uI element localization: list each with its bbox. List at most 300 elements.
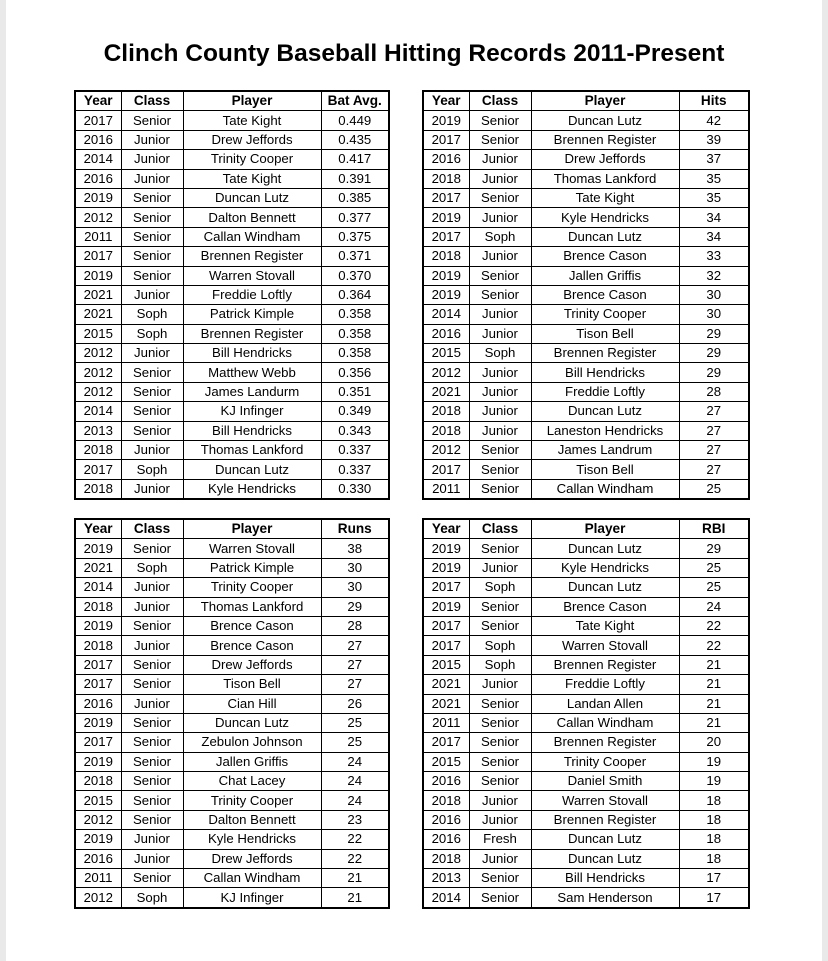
cell-player: Jallen Griffis: [183, 752, 321, 771]
cell-stat: 25: [679, 558, 749, 577]
cell-player: Tison Bell: [531, 324, 679, 343]
cell-player: Warren Stovall: [183, 266, 321, 285]
cell-stat: 0.435: [321, 130, 389, 149]
table-row: [75, 772, 389, 791]
cell-stat: 25: [321, 713, 389, 732]
batting-average-table: [74, 90, 390, 500]
cell-class: Senior: [469, 188, 531, 207]
table-row: [423, 363, 749, 382]
cell-stat: 20: [679, 733, 749, 752]
cell-player: Duncan Lutz: [531, 578, 679, 597]
cell-stat: 24: [321, 752, 389, 771]
cell-class: Junior: [121, 169, 183, 188]
cell-player: Duncan Lutz: [531, 849, 679, 868]
cell-stat: 17: [679, 888, 749, 908]
cell-player: Kyle Hendricks: [183, 479, 321, 499]
cell-class: Junior: [469, 305, 531, 324]
cell-year: 2021: [423, 382, 469, 401]
column-header-year: Year: [75, 91, 121, 111]
cell-stat: 34: [679, 208, 749, 227]
table-row: [423, 111, 749, 130]
cell-class: Junior: [469, 169, 531, 188]
cell-class: Junior: [469, 402, 531, 421]
cell-class: Junior: [121, 578, 183, 597]
cell-year: 2019: [75, 830, 121, 849]
cell-player: Kyle Hendricks: [531, 558, 679, 577]
cell-player: Brennen Register: [531, 655, 679, 674]
cell-class: Senior: [121, 616, 183, 635]
cell-class: Senior: [121, 208, 183, 227]
cell-year: 2019: [75, 539, 121, 558]
table-row: [423, 752, 749, 771]
cell-year: 2017: [423, 616, 469, 635]
cell-player: Duncan Lutz: [531, 402, 679, 421]
table-row: [75, 558, 389, 577]
cell-class: Junior: [469, 849, 531, 868]
cell-stat: 29: [679, 344, 749, 363]
cell-stat: 21: [679, 713, 749, 732]
cell-class: Soph: [469, 344, 531, 363]
table-row: [423, 888, 749, 908]
header-row: [423, 91, 749, 111]
cell-stat: 27: [321, 655, 389, 674]
cell-player: James Landurm: [183, 382, 321, 401]
cell-year: 2017: [423, 130, 469, 149]
table-row: [75, 188, 389, 207]
cell-year: 2017: [75, 733, 121, 752]
cell-player: KJ Infinger: [183, 888, 321, 908]
cell-class: Junior: [469, 363, 531, 382]
cell-year: 2017: [423, 188, 469, 207]
table-row: [75, 208, 389, 227]
table-row: [423, 402, 749, 421]
cell-stat: 0.337: [321, 460, 389, 479]
table-row: [423, 285, 749, 304]
table-row: [75, 324, 389, 343]
rbi-table: [422, 518, 750, 909]
cell-stat: 24: [321, 772, 389, 791]
table-row: [423, 305, 749, 324]
cell-player: Duncan Lutz: [531, 830, 679, 849]
column-header-player: Player: [531, 519, 679, 539]
cell-year: 2019: [75, 188, 121, 207]
cell-stat: 18: [679, 791, 749, 810]
cell-class: Senior: [121, 810, 183, 829]
cell-player: Dalton Bennett: [183, 208, 321, 227]
table-row: [75, 810, 389, 829]
cell-class: Junior: [121, 636, 183, 655]
table-row: [423, 772, 749, 791]
cell-stat: 21: [679, 675, 749, 694]
cell-class: Senior: [469, 130, 531, 149]
cell-player: Callan Windham: [183, 227, 321, 246]
cell-player: Cian Hill: [183, 694, 321, 713]
cell-class: Senior: [121, 402, 183, 421]
cell-class: Soph: [121, 305, 183, 324]
table-row: [75, 285, 389, 304]
cell-stat: 42: [679, 111, 749, 130]
table-row: [423, 130, 749, 149]
cell-player: Duncan Lutz: [531, 111, 679, 130]
cell-player: Callan Windham: [183, 869, 321, 888]
cell-stat: 30: [321, 558, 389, 577]
cell-class: Senior: [469, 479, 531, 499]
table-row: [75, 869, 389, 888]
cell-stat: 0.371: [321, 247, 389, 266]
cell-stat: 27: [679, 460, 749, 479]
table-row: [75, 227, 389, 246]
cell-year: 2016: [75, 130, 121, 149]
cell-stat: 18: [679, 830, 749, 849]
cell-class: Junior: [121, 830, 183, 849]
cell-class: Senior: [121, 791, 183, 810]
cell-stat: 0.351: [321, 382, 389, 401]
cell-year: 2016: [423, 150, 469, 169]
cell-year: 2016: [75, 849, 121, 868]
table-row: [423, 791, 749, 810]
cell-stat: 17: [679, 869, 749, 888]
cell-class: Senior: [469, 694, 531, 713]
cell-class: Junior: [469, 208, 531, 227]
cell-year: 2014: [75, 402, 121, 421]
column-header-class: Class: [469, 519, 531, 539]
table-row: [75, 655, 389, 674]
cell-class: Senior: [121, 772, 183, 791]
cell-class: Senior: [121, 869, 183, 888]
header-row: [423, 519, 749, 539]
cell-player: Bill Hendricks: [183, 421, 321, 440]
cell-class: Junior: [469, 150, 531, 169]
hits-table: [422, 90, 750, 500]
cell-year: 2015: [423, 752, 469, 771]
runs-table: [74, 518, 390, 909]
cell-year: 2019: [423, 597, 469, 616]
table-row: [423, 421, 749, 440]
cell-player: Drew Jeffords: [531, 150, 679, 169]
cell-player: Jallen Griffis: [531, 266, 679, 285]
cell-year: 2019: [423, 539, 469, 558]
cell-stat: 21: [679, 655, 749, 674]
cell-class: Junior: [469, 675, 531, 694]
cell-class: Junior: [121, 150, 183, 169]
cell-stat: 0.358: [321, 305, 389, 324]
cell-year: 2019: [75, 266, 121, 285]
cell-stat: 39: [679, 130, 749, 149]
cell-stat: 26: [321, 694, 389, 713]
cell-class: Senior: [469, 752, 531, 771]
cell-stat: 22: [321, 849, 389, 868]
cell-class: Senior: [121, 752, 183, 771]
cell-player: Freddie Loftly: [531, 382, 679, 401]
cell-stat: 32: [679, 266, 749, 285]
cell-year: 2014: [423, 305, 469, 324]
table-row: [423, 869, 749, 888]
table-row: [75, 111, 389, 130]
cell-player: Sam Henderson: [531, 888, 679, 908]
cell-player: Warren Stovall: [531, 791, 679, 810]
cell-stat: 0.385: [321, 188, 389, 207]
cell-stat: 27: [321, 675, 389, 694]
cell-class: Junior: [121, 479, 183, 499]
cell-year: 2019: [75, 616, 121, 635]
table-row: [75, 752, 389, 771]
cell-class: Junior: [469, 247, 531, 266]
cell-player: Bill Hendricks: [531, 869, 679, 888]
cell-player: Laneston Hendricks: [531, 421, 679, 440]
cell-player: Tison Bell: [183, 675, 321, 694]
cell-player: Freddie Loftly: [183, 285, 321, 304]
cell-stat: 28: [679, 382, 749, 401]
table-row: [423, 169, 749, 188]
table-row: [75, 382, 389, 401]
cell-year: 2012: [423, 441, 469, 460]
cell-stat: 0.417: [321, 150, 389, 169]
cell-stat: 25: [679, 479, 749, 499]
cell-player: Thomas Lankford: [183, 597, 321, 616]
cell-year: 2017: [423, 227, 469, 246]
cell-player: Brennen Register: [531, 810, 679, 829]
table-row: [75, 402, 389, 421]
cell-class: Junior: [121, 597, 183, 616]
cell-player: Patrick Kimple: [183, 558, 321, 577]
cell-year: 2017: [75, 111, 121, 130]
cell-stat: 37: [679, 150, 749, 169]
cell-year: 2017: [423, 636, 469, 655]
cell-year: 2012: [75, 382, 121, 401]
cell-year: 2014: [75, 150, 121, 169]
cell-year: 2016: [423, 772, 469, 791]
cell-year: 2013: [75, 421, 121, 440]
column-header-year: Year: [423, 519, 469, 539]
cell-player: Zebulon Johnson: [183, 733, 321, 752]
header-row: [75, 519, 389, 539]
cell-stat: 38: [321, 539, 389, 558]
cell-stat: 29: [679, 363, 749, 382]
table-row: [423, 597, 749, 616]
table-row: [423, 675, 749, 694]
cell-year: 2017: [75, 460, 121, 479]
cell-year: 2013: [423, 869, 469, 888]
cell-class: Junior: [121, 130, 183, 149]
cell-player: Duncan Lutz: [531, 539, 679, 558]
cell-player: Kyle Hendricks: [531, 208, 679, 227]
table-row: [423, 830, 749, 849]
cell-year: 2018: [423, 247, 469, 266]
cell-class: Senior: [469, 441, 531, 460]
cell-player: Brennen Register: [531, 733, 679, 752]
cell-stat: 21: [321, 888, 389, 908]
cell-class: Soph: [469, 578, 531, 597]
cell-class: Senior: [121, 655, 183, 674]
table-row: [75, 636, 389, 655]
cell-class: Senior: [469, 713, 531, 732]
cell-player: Trinity Cooper: [183, 150, 321, 169]
cell-stat: 25: [679, 578, 749, 597]
table-row: [75, 539, 389, 558]
cell-class: Junior: [121, 285, 183, 304]
cell-class: Senior: [121, 539, 183, 558]
cell-class: Soph: [121, 460, 183, 479]
table-row: [75, 849, 389, 868]
table-row: [423, 810, 749, 829]
cell-stat: 27: [321, 636, 389, 655]
cell-year: 2012: [423, 363, 469, 382]
table-row: [75, 460, 389, 479]
cell-class: Junior: [121, 694, 183, 713]
table-row: [423, 247, 749, 266]
cell-stat: 0.377: [321, 208, 389, 227]
cell-player: Duncan Lutz: [531, 227, 679, 246]
table-row: [423, 460, 749, 479]
cell-player: Callan Windham: [531, 479, 679, 499]
cell-stat: 29: [679, 324, 749, 343]
cell-class: Senior: [469, 285, 531, 304]
cell-year: 2016: [423, 830, 469, 849]
cell-class: Senior: [121, 382, 183, 401]
cell-stat: 0.358: [321, 324, 389, 343]
table-row: [75, 266, 389, 285]
table-row: [75, 713, 389, 732]
cell-year: 2012: [75, 363, 121, 382]
table-row: [423, 188, 749, 207]
cell-player: Freddie Loftly: [531, 675, 679, 694]
cell-stat: 21: [679, 694, 749, 713]
document-page: [6, 0, 822, 961]
cell-player: Warren Stovall: [531, 636, 679, 655]
cell-player: KJ Infinger: [183, 402, 321, 421]
cell-year: 2011: [75, 227, 121, 246]
cell-stat: 27: [679, 441, 749, 460]
cell-year: 2016: [423, 810, 469, 829]
cell-stat: 0.364: [321, 285, 389, 304]
cell-year: 2017: [423, 733, 469, 752]
table-row: [423, 344, 749, 363]
cell-class: Junior: [469, 421, 531, 440]
cell-player: Matthew Webb: [183, 363, 321, 382]
cell-player: Tison Bell: [531, 460, 679, 479]
table-row: [75, 421, 389, 440]
cell-year: 2016: [423, 324, 469, 343]
cell-year: 2021: [75, 305, 121, 324]
cell-player: Duncan Lutz: [183, 188, 321, 207]
cell-year: 2019: [75, 713, 121, 732]
cell-stat: 0.349: [321, 402, 389, 421]
cell-year: 2019: [423, 558, 469, 577]
cell-year: 2019: [75, 752, 121, 771]
table-row: [75, 830, 389, 849]
column-header-class: Class: [121, 519, 183, 539]
table-row: [75, 791, 389, 810]
cell-stat: 22: [679, 636, 749, 655]
cell-player: Brence Cason: [531, 285, 679, 304]
column-header-year: Year: [423, 91, 469, 111]
cell-class: Senior: [121, 247, 183, 266]
cell-stat: 0.375: [321, 227, 389, 246]
cell-stat: 19: [679, 752, 749, 771]
cell-class: Soph: [469, 227, 531, 246]
cell-stat: 0.356: [321, 363, 389, 382]
header-row: [75, 91, 389, 111]
cell-year: 2012: [75, 344, 121, 363]
cell-year: 2015: [75, 791, 121, 810]
cell-class: Soph: [121, 558, 183, 577]
table-row: [75, 247, 389, 266]
cell-stat: 19: [679, 772, 749, 791]
cell-class: Senior: [469, 733, 531, 752]
cell-class: Senior: [469, 460, 531, 479]
column-header-stat: Hits: [679, 91, 749, 111]
cell-class: Soph: [121, 888, 183, 908]
table-row: [75, 888, 389, 908]
cell-class: Junior: [469, 810, 531, 829]
cell-year: 2017: [75, 675, 121, 694]
cell-year: 2018: [423, 791, 469, 810]
cell-stat: 22: [679, 616, 749, 635]
cell-year: 2018: [423, 421, 469, 440]
cell-class: Junior: [469, 791, 531, 810]
cell-class: Senior: [121, 363, 183, 382]
cell-class: Senior: [469, 111, 531, 130]
cell-year: 2015: [75, 324, 121, 343]
cell-year: 2015: [423, 344, 469, 363]
column-header-class: Class: [469, 91, 531, 111]
cell-player: Duncan Lutz: [183, 713, 321, 732]
cell-year: 2015: [423, 655, 469, 674]
cell-stat: 0.343: [321, 421, 389, 440]
cell-player: Drew Jeffords: [183, 655, 321, 674]
table-row: [75, 597, 389, 616]
cell-player: Tate Kight: [183, 111, 321, 130]
cell-player: Callan Windham: [531, 713, 679, 732]
cell-class: Soph: [469, 655, 531, 674]
cell-player: Tate Kight: [531, 616, 679, 635]
cell-year: 2018: [75, 597, 121, 616]
cell-class: Senior: [121, 227, 183, 246]
table-row: [423, 578, 749, 597]
column-header-player: Player: [183, 519, 321, 539]
cell-stat: 0.370: [321, 266, 389, 285]
cell-year: 2019: [423, 285, 469, 304]
table-row: [423, 479, 749, 499]
table-row: [423, 539, 749, 558]
cell-class: Senior: [469, 888, 531, 908]
cell-class: Senior: [121, 266, 183, 285]
table-row: [423, 227, 749, 246]
cell-year: 2017: [423, 460, 469, 479]
cell-class: Junior: [121, 344, 183, 363]
table-row: [75, 733, 389, 752]
cell-player: Patrick Kimple: [183, 305, 321, 324]
cell-class: Junior: [121, 441, 183, 460]
table-row: [75, 363, 389, 382]
cell-year: 2012: [75, 208, 121, 227]
cell-player: Chat Lacey: [183, 772, 321, 791]
table-row: [423, 713, 749, 732]
cell-year: 2014: [75, 578, 121, 597]
cell-player: Brence Cason: [183, 636, 321, 655]
cell-year: 2011: [423, 479, 469, 499]
cell-player: Thomas Lankford: [183, 441, 321, 460]
table-row: [75, 578, 389, 597]
cell-year: 2021: [75, 558, 121, 577]
cell-player: James Landrum: [531, 441, 679, 460]
cell-class: Senior: [469, 539, 531, 558]
cell-stat: 30: [679, 305, 749, 324]
cell-year: 2011: [75, 869, 121, 888]
table-row: [75, 130, 389, 149]
cell-stat: 25: [321, 733, 389, 752]
cell-player: Brennen Register: [531, 344, 679, 363]
